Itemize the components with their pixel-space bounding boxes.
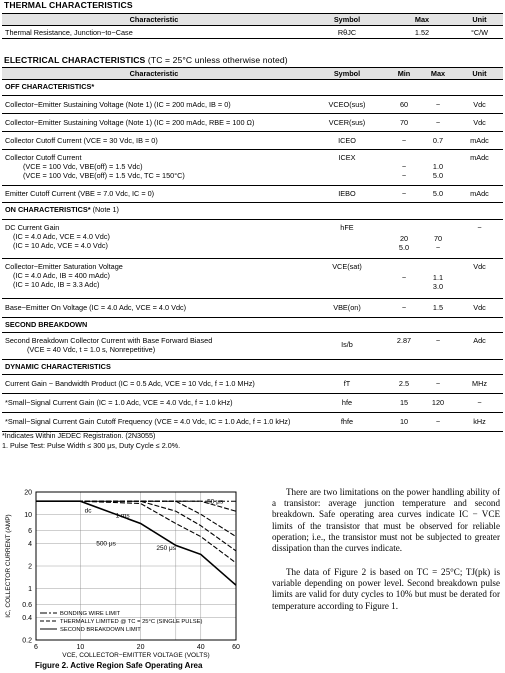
second-breakdown-title: SECOND BREAKDOWN <box>2 318 503 333</box>
y-tick-label: 0.4 <box>22 615 32 623</box>
cell-symbol: hFE <box>306 220 388 259</box>
footnote-jedec: *Indicates Within JEDEC Registration. (2N3055) <box>2 431 156 440</box>
cell-max: − <box>420 114 456 132</box>
electrical-table <box>2 67 503 432</box>
col-unit: Unit <box>456 68 503 80</box>
table-row <box>2 186 503 203</box>
cell-characteristic: Collector Cutoff Current (VCE = 30 Vdc, IB = 0) <box>2 132 306 150</box>
value: − <box>401 171 407 180</box>
electrical-title <box>4 55 288 65</box>
legend-label: BONDING WIRE LIMIT <box>60 611 121 617</box>
y-axis-label: IC, COLLECTOR CURRENT (AMP) <box>5 514 12 618</box>
table-row <box>2 150 503 186</box>
value: 1.1 <box>432 273 444 282</box>
row-label: Collector Cutoff Current <box>5 153 82 162</box>
row-condition: (IC = 10 Adc, IB = 3.3 Adc) <box>13 280 100 289</box>
cell-max: − <box>420 96 456 114</box>
thermal-title: THERMAL CHARACTERISTICS <box>4 0 133 10</box>
legend-label: SECOND BREAKDOWN LIMIT <box>60 627 141 633</box>
cell-max: 1.52 <box>388 26 456 39</box>
cell-symbol: VCER(sus) <box>306 114 388 132</box>
row-condition: (VCE = 100 Vdc, VBE(off) = 1.5 Vdc) <box>23 162 143 171</box>
curve-label: 1 ms <box>115 512 130 520</box>
y-tick-label: 4 <box>28 541 32 549</box>
cell-characteristic: *Small−Signal Current Gain Cutoff Frequency (VCE = 4.0 Vdc, IC = 1.0 Adc, f = 1.0 kHz) <box>2 413 306 432</box>
value: 1.0 <box>432 162 444 171</box>
cell-min: 2.87 <box>388 333 420 360</box>
cell-symbol: RθJC <box>306 26 388 39</box>
cell-max <box>420 259 456 299</box>
x-tick-label: 20 <box>136 644 145 651</box>
cell-unit: Vdc <box>456 96 503 114</box>
cell-min: − <box>388 259 420 299</box>
col-max: Max <box>388 14 456 26</box>
series-line <box>36 501 236 511</box>
on-characteristics-title <box>2 203 503 220</box>
cell-min: 10 <box>388 413 420 432</box>
x-tick-label: 6 <box>34 644 38 651</box>
cell-characteristic: Collector−Emitter Sustaining Voltage (Note 1) (IC = 200 mAdc, IB = 0) <box>2 96 306 114</box>
x-tick-label: 40 <box>196 644 205 651</box>
series-line <box>36 501 236 536</box>
table-row <box>2 394 503 413</box>
series-line <box>36 501 236 551</box>
electrical-title-text: ELECTRICAL CHARACTERISTICS <box>4 55 146 65</box>
cell-min: 60 <box>388 96 420 114</box>
cell-unit: mAdc <box>456 150 503 186</box>
off-characteristics-title: OFF CHARACTERISTICS* <box>2 80 503 96</box>
cell-max: 0.7 <box>420 132 456 150</box>
cell-unit: Adc <box>456 333 503 360</box>
cell-unit: Vdc <box>456 259 503 299</box>
value: 70 <box>433 234 443 243</box>
cell-symbol: hfe <box>306 394 388 413</box>
cell-symbol: VCEO(sus) <box>306 96 388 114</box>
col-symbol: Symbol <box>306 68 388 80</box>
row-label: DC Current Gain <box>5 223 60 232</box>
cell-characteristic <box>2 150 306 186</box>
cell-symbol: Is/b <box>306 333 388 360</box>
row-condition: (VCE = 40 Vdc, t = 1.0 s, Nonrepetitive) <box>27 345 156 354</box>
cell-symbol: IEBO <box>306 186 388 203</box>
cell-symbol: fhfe <box>306 413 388 432</box>
x-tick-label: 10 <box>76 644 85 651</box>
legend-label: THERMALLY LIMITED @ TC = 25°C (SINGLE PULSE) <box>60 619 203 625</box>
y-tick-label: 2 <box>28 563 32 571</box>
row-condition: (VCE = 100 Vdc, VBE(off) = 1.5 Vdc, TC = 150°C) <box>23 171 185 180</box>
soa-chart <box>0 480 262 660</box>
value: 20 <box>399 234 409 243</box>
cell-unit: kHz <box>456 413 503 432</box>
curve-label: dc <box>84 507 92 515</box>
table-row <box>2 333 503 360</box>
cell-max: − <box>420 333 456 360</box>
series-line <box>36 501 236 563</box>
row-label: Second Breakdown Collector Current with Base Forward Biased <box>5 336 213 345</box>
cell-unit: mAdc <box>456 186 503 203</box>
cell-characteristic <box>2 220 306 259</box>
figure-caption: Figure 2. Active Region Safe Operating Area <box>35 661 203 670</box>
cell-unit: MHz <box>456 375 503 394</box>
cell-min: − <box>388 299 420 318</box>
cell-min <box>388 150 420 186</box>
cell-unit: − <box>456 394 503 413</box>
table-row <box>2 413 503 432</box>
thermal-table <box>2 13 503 39</box>
row-condition: (IC = 4.0 Adc, IB = 400 mAdc) <box>13 271 110 280</box>
row-condition: (IC = 10 Adc, VCE = 4.0 Vdc) <box>13 241 108 250</box>
on-title-text: ON CHARACTERISTICS* <box>5 205 91 214</box>
y-tick-label: 20 <box>24 489 32 497</box>
paragraph-2: The data of Figure 2 is based on TC = 25°C; TJ(pk) is variable depending on power level. Second breakdown pulse limits are valid for duty cycles to 10% but must be derated for temperature according to Figure 1. <box>272 567 500 611</box>
cell-max <box>420 220 456 259</box>
cell-characteristic: Emitter Cutoff Current (VBE = 7.0 Vdc, IC = 0) <box>2 186 306 203</box>
curve-label: 500 μs <box>96 540 116 548</box>
value: 5.0 <box>432 171 444 180</box>
cell-min: 15 <box>388 394 420 413</box>
electrical-title-condition: (TC = 25°C unless otherwise noted) <box>147 55 288 65</box>
cell-unit: mAdc <box>456 132 503 150</box>
table-row <box>2 132 503 150</box>
footnote-pulse-test: 1. Pulse Test: Pulse Width ≤ 300 μs, Duty Cycle ≤ 2.0%. <box>2 441 181 450</box>
cell-characteristic: Base−Emitter On Voltage (IC = 4.0 Adc, VCE = 4.0 Vdc) <box>2 299 306 318</box>
chart-grid <box>36 492 236 640</box>
cell-min: − <box>388 186 420 203</box>
cell-unit: − <box>456 220 503 259</box>
cell-max: 5.0 <box>420 186 456 203</box>
cell-characteristic: Thermal Resistance, Junction−to−Case <box>2 26 306 39</box>
col-unit: Unit <box>456 14 503 26</box>
x-axis-label: VCE, COLLECTOR−EMITTER VOLTAGE (VOLTS) <box>62 652 210 659</box>
cell-characteristic: Collector−Emitter Sustaining Voltage (Note 1) (IC = 200 mAdc, RBE = 100 Ω) <box>2 114 306 132</box>
cell-min: − <box>388 132 420 150</box>
x-tick-label: 60 <box>232 644 240 651</box>
y-tick-label: 10 <box>24 511 32 519</box>
y-tick-label: 0.6 <box>22 602 32 610</box>
cell-characteristic: Current Gain − Bandwidth Product (IC = 0.5 Adc, VCE = 10 Vdc, f = 1.0 MHz) <box>2 375 306 394</box>
table-row <box>2 96 503 114</box>
curve-label: 50 μs <box>207 498 224 506</box>
value: 3.0 <box>432 282 444 291</box>
col-min: Min <box>388 68 420 80</box>
table-row <box>2 26 503 39</box>
chart-series <box>36 501 236 585</box>
curve-label: 250 μs <box>156 544 177 552</box>
cell-max: 120 <box>420 394 456 413</box>
chart-labels <box>5 490 240 660</box>
row-label: Collector−Emitter Saturation Voltage <box>5 262 123 271</box>
table-row <box>2 114 503 132</box>
cell-symbol: ICEO <box>306 132 388 150</box>
cell-symbol: VCE(sat) <box>306 259 388 299</box>
cell-min: 2.5 <box>388 375 420 394</box>
cell-max <box>420 150 456 186</box>
table-row <box>2 375 503 394</box>
cell-characteristic <box>2 333 306 360</box>
cell-characteristic <box>2 259 306 299</box>
cell-unit: °C/W <box>456 26 503 39</box>
y-tick-label: 1 <box>28 585 32 593</box>
value: − <box>401 162 407 171</box>
col-symbol: Symbol <box>306 14 388 26</box>
on-title-note: (Note 1) <box>92 205 119 214</box>
table-row <box>2 299 503 318</box>
table-row <box>2 259 503 299</box>
cell-symbol: ICEX <box>306 150 388 186</box>
paragraph-1: There are two limitations on the power handling ability of a transistor: average junction temperature and second breakdown. Safe operating area curves indicate IC − VCE limits of the transistor that must be observed for reliable operation; i.e., the transistor must not be subjected to greater dissipation than the curves indicate. <box>272 487 500 554</box>
cell-max: 1.5 <box>420 299 456 318</box>
col-characteristic: Characteristic <box>2 68 306 80</box>
y-tick-label: 6 <box>28 528 32 536</box>
cell-max: − <box>420 375 456 394</box>
row-condition: (IC = 4.0 Adc, VCE = 4.0 Vdc) <box>13 232 110 241</box>
cell-unit: Vdc <box>456 299 503 318</box>
col-characteristic: Characteristic <box>2 14 306 26</box>
cell-min <box>388 220 420 259</box>
series-line <box>36 501 236 585</box>
dynamic-characteristics-title: DYNAMIC CHARACTERISTICS <box>2 360 503 375</box>
cell-min: 70 <box>388 114 420 132</box>
cell-max: − <box>420 413 456 432</box>
value: − <box>435 243 441 252</box>
y-tick-label: 0.2 <box>22 637 32 645</box>
value: 5.0 <box>398 243 410 252</box>
col-max: Max <box>420 68 456 80</box>
cell-unit: Vdc <box>456 114 503 132</box>
cell-symbol: VBE(on) <box>306 299 388 318</box>
cell-symbol: fT <box>306 375 388 394</box>
table-row <box>2 220 503 259</box>
cell-characteristic: *Small−Signal Current Gain (IC = 1.0 Adc, VCE = 4.0 Vdc, f = 1.0 kHz) <box>2 394 306 413</box>
